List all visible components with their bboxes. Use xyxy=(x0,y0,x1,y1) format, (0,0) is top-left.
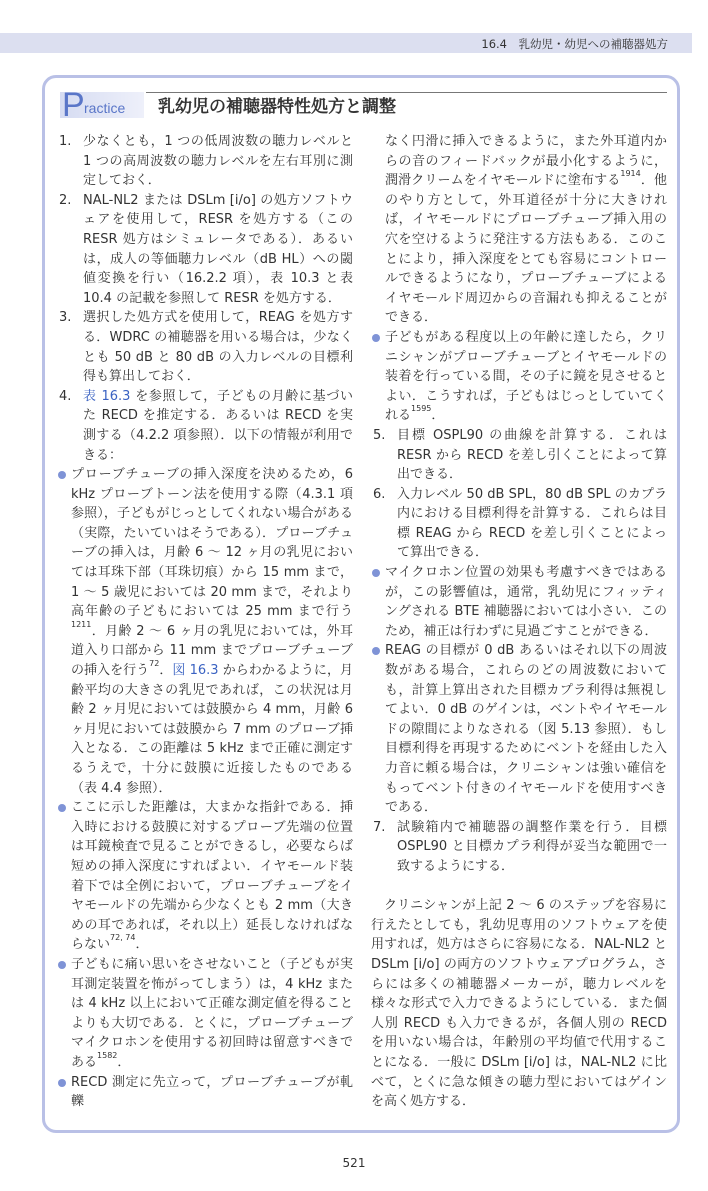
numbered-step xyxy=(371,485,667,563)
text-segment: ． xyxy=(431,408,445,424)
page-number: 521 xyxy=(342,1155,366,1170)
cross-reference-link[interactable]: 表 16.3 xyxy=(83,388,131,404)
step-number: 5. xyxy=(373,427,386,443)
practice-badge-initial: P xyxy=(62,92,85,118)
text-segment: なく円滑に挿入できるように，また外耳道内からの音のフィードバックが最小化するように，潤滑クリームをイヤモールドに塗布する xyxy=(385,134,667,189)
bullet-point xyxy=(57,798,353,955)
step-number: 2. xyxy=(59,192,72,208)
text-segment: ここに示した距離は，大まかな指針である．挿入時における鼓膜に対するプローブ先端の位置は耳鏡検査で見ることができるし，必要ならば短めの挿入深度にすればよい．イヤモールド装着下では全例において，プローブチューブをイヤモールドの先端から少なくとも 2 mm（大きめの耳であれば，それ以上）延長しなければならない xyxy=(71,800,353,953)
step-number: 3. xyxy=(59,310,72,326)
bullet-point xyxy=(57,955,353,1073)
citation-superscript: 1914 xyxy=(620,169,641,179)
text-segment: を参照して，子どもの月齢に基づいた RECD を推定する．あるいは RECD を実測する（4.2.2 項参照）．以下の情報が利用できる： xyxy=(83,388,354,463)
citation-superscript: 72 xyxy=(149,659,160,669)
numbered-step xyxy=(57,308,353,386)
left-column xyxy=(57,132,353,1112)
bullet-point xyxy=(57,465,353,798)
running-header xyxy=(0,33,692,53)
text-segment: マイクロホン位置の効果も考慮すべきではあるが，この影響値は，通常，乳幼児にフィッティングされる BTE 補聴器においては小さい．このため，補正は行わずに見過ごすことができる． xyxy=(385,565,667,639)
text-segment: REAG の目標が 0 dB あるいはそれ以下の周波数がある場合，これらのどの周波数においても，計算上算出された目標カプラ利得は無視してよい．0 dB のゲインは，ベントやイヤモールドの隙間によりなされる（図 5.13 参照）．もし目標利得を再現するためにベントを経由した入力音に頼る場合は，クリニシャンは強い確信をもってベント付きのイヤモールドを使用すべきである． xyxy=(385,643,667,816)
text-segment: RECD 測定に先立って，プローブチューブが軋轢 xyxy=(71,1074,353,1110)
numbered-step xyxy=(57,191,353,309)
text-segment: 選択した処方式を使用して，REAG を処方する．WDRC の補聴器を用いる場合は，少なくとも 50 dB と 80 dB の入力レベルの目標利得も算出しておく． xyxy=(83,310,353,385)
numbered-step xyxy=(57,387,353,465)
citation-superscript: 1211 xyxy=(71,619,92,629)
practice-badge-rest: ractice xyxy=(84,100,126,116)
practice-box xyxy=(42,75,680,1133)
text-segment: 子どもがある程度以上の年齢に達したら，クリニシャンがプローブチューブとイヤモールドの装着を行っている間，その子に鏡を見させるとよい．こうすれば，子どもはじっとしていてくれる xyxy=(385,329,667,424)
numbered-step xyxy=(371,426,667,485)
bullet-icon xyxy=(58,1079,66,1087)
bullet-icon xyxy=(58,471,66,479)
bullet-icon xyxy=(372,647,380,655)
title-rule xyxy=(146,92,667,93)
bullet-icon xyxy=(372,334,380,342)
step-number: 1. xyxy=(59,134,72,149)
right-column xyxy=(371,132,667,1112)
text-segment: プローブチューブの挿入深度を決めるため，6 kHz プローブトーン法を使用する際（4.3.1 項参照），子どもがじっとしてくれない場合がある（実際，たいていはそうである）．プローブチューブの挿入は，月齢 6 ～ 12 ヶ月の乳児においては耳珠下部（耳珠切痕）から 15 mm まで，1 ～ 5 歳児においては 20 mm まで，それより高年齢の子どもにおいては 25 mm まで行う xyxy=(71,467,353,620)
running-title: 16.4 乳幼児・幼児への補聴器処方 xyxy=(481,37,668,51)
text-segment: 少なくとも，1 つの低周波数の聴力レベルと 1 つの高周波数の聴力レベルを左右耳別に測定しておく． xyxy=(83,134,353,189)
text-segment: 子どもに痛い思いをさせないこと（子どもが実耳測定装置を怖がってしまう）は，4 kHz または 4 kHz 以上において正確な測定値を得ることよりも大切である．とくに，プローブチューブマイクロホンを使用する初回時は留意すべきである xyxy=(71,956,353,1070)
numbered-step xyxy=(57,132,353,191)
text-segment: ． xyxy=(135,937,149,953)
text-segment: ．月齢 2 ～ 6 ヶ月の乳児においては，外耳道入り口部から 11 mm までプローブチューブの挿入を行う xyxy=(71,623,353,679)
bullet-point xyxy=(371,641,667,817)
bullet-point xyxy=(57,1073,353,1112)
bullet-point xyxy=(371,563,667,641)
citation-superscript: 72, 74 xyxy=(110,933,136,943)
cross-reference-link[interactable]: 図 16.3 xyxy=(172,663,219,679)
body-paragraph xyxy=(371,896,667,1112)
numbered-step xyxy=(371,818,667,877)
step-number: 4. xyxy=(59,388,72,404)
text-segment: 目標 OSPL90 の曲線を計算する．これは RESR から RECD を差し引くことによって算出できる． xyxy=(397,427,667,483)
text-segment: からわかるように，月齢平均の大きさの乳児であれば，この状況は月齢 2 ヶ月児においては鼓膜から 4 mm，月齢 6 ヶ月児においては鼓膜から 7 mm のプローブ挿入となる．この距離は 5 kHz まで正確に測定するうえで，十分に鼓膜に近接したものである（表 4.4 参照）． xyxy=(71,663,353,796)
text-segment: ．他のやり方として，外耳道径が十分に大きければ，イヤモールドにプローブチューブ挿入用の穴を空けるように発注する方法もある．このことにより，挿入深度をとても容易にコントロールできるようになり，プローブチューブによるイヤモールド周辺からの音漏れも抑えることができる． xyxy=(385,173,667,326)
text-segment: 入力レベル 50 dB SPL，80 dB SPL のカプラ内における目標利得を計算する．これらは目標 REAG から RECD を差し引くことによって算出できる． xyxy=(397,486,667,561)
text-segment: NAL-NL2 または DSLm [i/o] の処方ソフトウェアを使用して，RESR を処方する（この RESR 処方はシミュレータである）．あるいは，成人の等価聴力レベル（dB HL）への閾値変換を行い（16.2.2 項），表 10.3 と表 10.4 の記載を参照して RESR を処方する． xyxy=(83,192,353,306)
text-segment: ． xyxy=(159,663,173,679)
bullet-point xyxy=(371,328,667,426)
text-segment: クリニシャンが上記 2 ～ 6 のステップを容易に行えたとしても，乳幼児専用のソフトウェアを使用すれば，処方はさらに容易になる．NAL-NL2 と DSLm [i/o] の両方のソフトウェアプログラム，さらには多くの補聴器メーカーが，聴力レベルを様々な形式で入力できるようにしている．また個人別 RECD も入力できるが，各個人別の RECD を用いない場合は，年齢別の平均値で代用することになる．一般に DSLm [i/o] は，NAL-NL2 に比べて，とくに急な傾きの聴力型においてはゲインを高く処方する． xyxy=(371,898,667,1110)
bullet-icon xyxy=(372,569,380,577)
bullet-icon xyxy=(58,961,66,969)
practice-header xyxy=(57,92,667,120)
text-segment: 試験箱内で補聴器の調整作業を行う．目標 OSPL90 と目標カプラ利得が妥当な範囲で一致するようにする． xyxy=(397,819,667,874)
step-number: 7. xyxy=(373,819,386,835)
text-segment: ． xyxy=(117,1054,131,1070)
columns xyxy=(57,132,667,1112)
citation-superscript: 1595 xyxy=(411,404,432,414)
bullet-icon xyxy=(58,804,66,812)
continued-text xyxy=(371,132,667,328)
practice-title: 乳幼児の補聴器特性処方と調整 xyxy=(158,97,396,117)
citation-superscript: 1582 xyxy=(97,1050,118,1060)
practice-badge xyxy=(60,92,144,118)
step-number: 6. xyxy=(373,486,386,502)
